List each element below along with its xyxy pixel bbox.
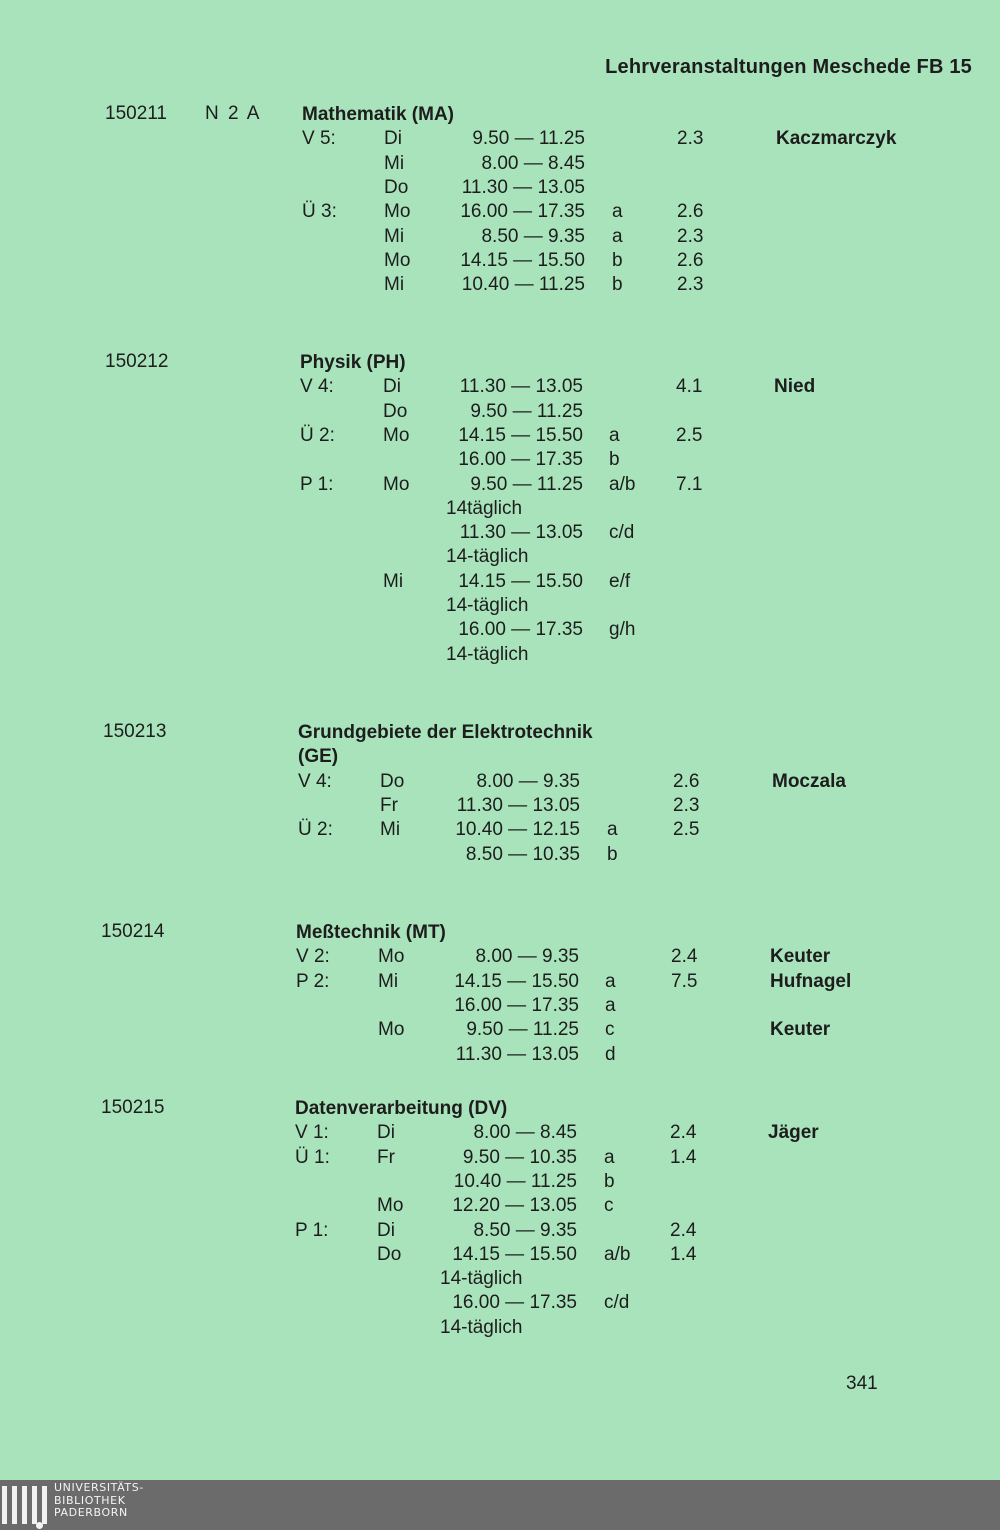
session-day: Mo [378,1019,405,1041]
session-time: 10.40 — 12.15 [455,819,580,841]
schedule-row [0,400,1000,424]
session-time: 14.15 — 15.50 [452,1243,577,1265]
session-type: Ü 1: [295,1146,330,1168]
schedule-row [0,273,1000,297]
schedule-row [0,473,1000,497]
session-time: 11.30 — 13.05 [459,522,583,544]
session-time: 9.50 — 11.25 [470,473,583,495]
schedule-row [0,200,1000,224]
session-day: Mo [383,424,410,446]
session-time: 11.30 — 13.05 [456,794,580,816]
schedule-row [0,176,1000,200]
schedule-note-row [0,594,1000,618]
session-time: 11.30 — 13.05 [459,376,583,398]
session-group: c [604,1195,614,1217]
session-time: 9.50 — 11.25 [466,1019,579,1041]
lecturer-name: Keuter [770,946,831,968]
frequency-note: 14-täglich [446,643,529,665]
session-time: 9.50 — 11.25 [470,400,583,422]
logo-line-1: UNIVERSITÄTS- [54,1481,144,1494]
course-title: Datenverarbeitung (DV) [295,1098,508,1119]
schedule-row [0,843,1000,867]
session-type: Ü 3: [302,201,337,223]
course-number: 150214 [101,921,165,942]
session-day: Do [380,770,405,792]
course-title: Meßtechnik (MT) [296,922,446,943]
lecturer-name: Keuter [770,1019,831,1041]
session-time: 8.50 — 10.35 [465,843,580,865]
schedule-row [0,770,1000,794]
library-logo-icon [0,1486,48,1524]
schedule-row [0,1043,1000,1067]
schedule-note-row [0,497,1000,521]
schedule-row [0,127,1000,151]
session-day: Mi [384,225,405,247]
session-day: Mo [378,946,405,968]
session-time: 9.50 — 10.35 [462,1146,577,1168]
session-day: Mi [378,970,399,992]
session-time: 8.00 — 9.35 [475,946,579,968]
schedule-row [0,794,1000,818]
session-time: 16.00 — 17.35 [452,1292,577,1314]
session-day: Mo [377,1195,404,1217]
session-room: 2.4 [671,946,698,968]
session-room: 4.1 [676,376,703,398]
session-time: 14.15 — 15.50 [460,249,585,271]
schedule-row [0,521,1000,545]
session-group: b [612,274,623,296]
session-group: a [612,201,623,223]
frequency-note: 14-täglich [440,1268,523,1290]
page-number: 341 [846,1373,878,1394]
lecturer-name: Hufnagel [770,970,852,992]
page-header-title: Lehrveranstaltungen Meschede FB 15 [605,56,972,78]
session-day: Mi [380,819,401,841]
session-room: 1.4 [670,1146,697,1168]
frequency-note: 14täglich [446,497,523,519]
session-group: c/d [609,522,635,544]
session-day: Di [384,128,402,150]
session-time: 8.00 — 9.35 [476,770,580,792]
session-type: V 4: [300,376,334,398]
session-time: 8.50 — 9.35 [473,1219,577,1241]
session-day: Mi [384,274,405,296]
schedule-row [0,945,1000,969]
library-logo-text [54,1482,144,1520]
schedule-row [0,249,1000,273]
schedule-row [0,1121,1000,1145]
session-group: a [607,819,618,841]
course-title: Mathematik (MA) [302,104,455,125]
session-room: 2.6 [677,201,704,223]
session-group: a [605,994,616,1016]
session-time: 12.20 — 13.05 [452,1195,577,1217]
logo-dot-icon [36,1522,43,1529]
schedule-row [0,448,1000,472]
session-time: 8.50 — 9.35 [481,225,585,247]
lecturer-name: Jäger [768,1122,819,1144]
schedule-note-row [0,1267,1000,1291]
session-room: 2.4 [670,1122,697,1144]
schedule-row [0,1219,1000,1243]
session-day: Mo [384,249,411,271]
session-time: 9.50 — 11.25 [472,128,585,150]
session-room: 2.3 [677,274,704,296]
course-number: 150212 [105,351,169,372]
session-time: 11.30 — 13.05 [461,176,585,198]
schedule-row [0,570,1000,594]
session-type: V 4: [298,770,332,792]
course-number: 150213 [103,721,167,742]
session-day: Mi [383,570,404,592]
session-group: b [607,843,618,865]
session-day: Fr [380,794,398,816]
session-day: Di [377,1219,395,1241]
session-room: 2.3 [677,225,704,247]
course-title: Physik (PH) [300,352,406,373]
session-type: P 1: [295,1219,329,1241]
session-time: 16.00 — 17.35 [458,619,583,641]
frequency-note: 14-täglich [446,546,529,568]
session-time: 10.40 — 11.25 [453,1170,577,1192]
session-day: Mo [383,473,410,495]
session-group: b [604,1170,615,1192]
session-time: 14.15 — 15.50 [458,570,583,592]
session-time: 14.15 — 15.50 [458,424,583,446]
session-group: b [609,449,620,471]
session-group: a/b [604,1243,631,1265]
session-time: 16.00 — 17.35 [454,994,579,1016]
session-group: a [609,424,620,446]
session-group: a [612,225,623,247]
lecturer-name: Nied [774,376,816,398]
schedule-row [0,1018,1000,1042]
session-day: Mo [384,201,411,223]
session-room: 2.5 [673,819,700,841]
schedule-row [0,1146,1000,1170]
schedule-row [0,994,1000,1018]
library-footer-bar [0,1480,1000,1530]
session-time: 8.00 — 8.45 [481,152,585,174]
session-time: 8.00 — 8.45 [473,1122,577,1144]
session-day: Do [377,1243,402,1265]
schedule-note-row [0,545,1000,569]
course-code: N 2 A [205,103,262,124]
session-group: d [605,1043,616,1065]
logo-line-3: PADERBORN [54,1506,128,1519]
session-day: Fr [377,1146,395,1168]
schedule-row [0,618,1000,642]
session-type: P 1: [300,473,334,495]
schedule-row [0,1243,1000,1267]
session-type: V 1: [295,1122,329,1144]
session-room: 2.6 [673,770,700,792]
session-room: 2.3 [673,794,700,816]
session-group: a/b [609,473,636,495]
session-group: a [604,1146,615,1168]
session-time: 16.00 — 17.35 [460,201,585,223]
session-type: Ü 2: [298,819,333,841]
session-type: V 5: [302,128,336,150]
session-room: 7.1 [676,473,703,495]
schedule-row [0,970,1000,994]
schedule-row [0,1170,1000,1194]
session-time: 16.00 — 17.35 [458,449,583,471]
schedule-row [0,424,1000,448]
session-type: P 2: [296,970,330,992]
course-number: 150215 [101,1097,165,1118]
schedule-row [0,1291,1000,1315]
session-day: Di [377,1122,395,1144]
session-group: c/d [604,1292,630,1314]
session-time: 10.40 — 11.25 [461,274,585,296]
lecturer-name: Kaczmarczyk [776,128,897,150]
session-type: Ü 2: [300,424,335,446]
session-day: Mi [384,152,405,174]
session-room: 1.4 [670,1243,697,1265]
session-day: Do [384,176,409,198]
session-day: Di [383,376,401,398]
session-group: b [612,249,623,271]
schedule-note-row [0,1316,1000,1340]
session-room: 7.5 [671,970,698,992]
lecturer-name: Moczala [772,770,846,792]
session-group: g/h [609,619,636,641]
session-time: 11.30 — 13.05 [455,1043,579,1065]
course-number: 150211 [105,103,167,124]
schedule-row [0,375,1000,399]
schedule-row [0,152,1000,176]
schedule-note-row [0,643,1000,667]
session-room: 2.6 [677,249,704,271]
session-room: 2.5 [676,424,703,446]
course-title: Grundgebiete der Elektrotechnik [298,722,593,743]
session-group: c [605,1019,615,1041]
frequency-note: 14-täglich [440,1316,523,1338]
schedule-row [0,225,1000,249]
session-room: 2.3 [677,128,704,150]
session-room: 2.4 [670,1219,697,1241]
session-time: 14.15 — 15.50 [454,970,579,992]
session-group: a [605,970,616,992]
schedule-row [0,818,1000,842]
logo-line-2: BIBLIOTHEK [54,1493,126,1507]
session-day: Do [383,400,408,422]
course-title-continued: (GE) [298,746,339,768]
session-group: e/f [609,570,631,592]
session-type: V 2: [296,946,330,968]
frequency-note: 14-täglich [446,595,529,616]
schedule-row [0,1194,1000,1218]
